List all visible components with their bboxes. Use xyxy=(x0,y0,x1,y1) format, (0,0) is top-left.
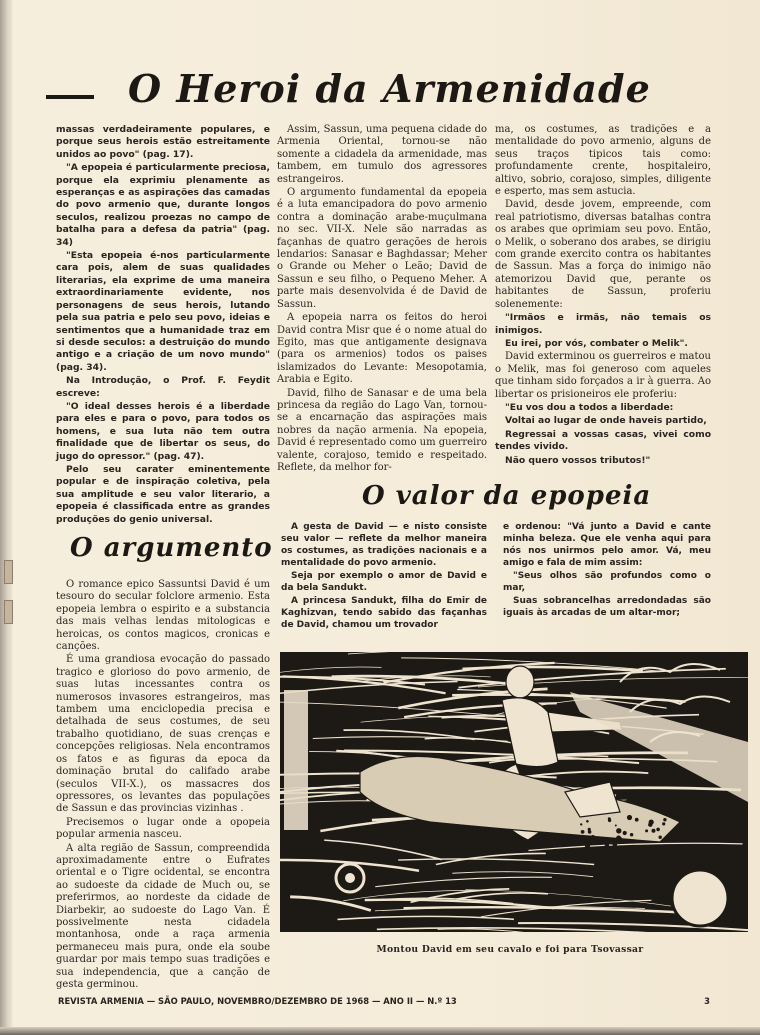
woodcut-dot xyxy=(608,819,611,822)
paragraph: Pelo seu carater eminentemente popular e de inspiração coletiva, pela sua amplitude e seu valor literario, a epopeia é classificada entre as grandes produções do genio universal. xyxy=(56,463,270,525)
argumento-column xyxy=(56,579,270,992)
article-column-3 xyxy=(495,124,711,468)
woodcut-dot xyxy=(616,836,621,841)
paragraph: A gesta de David — e nisto consiste seu valor — reflete da melhor maneira os costumes, as tradições nacionais e a mentalidade do povo armenio. xyxy=(281,522,487,569)
publication-line: REVISTA ARMENIA — SÃO PAULO, NOVEMBRO/DEZEMBRO DE 1968 — ANO II — N.º 13 xyxy=(58,996,457,1007)
paragraph: O argumento fundamental da epopeia é a luta emancipadora do povo armenio contra a dominação arabe-muçulmana no sec. VII-X. Nele são narradas as façanhas de quatro gerações de herois lendarios: Sanasar e Baghdassar; Meher o Grande ou Meher o Leão; David de Sassun e seu filho, o Pequeno Meher. A parte mais desenvolvida é de David de Sassun. xyxy=(277,187,487,310)
woodcut-dot xyxy=(612,842,617,847)
paragraph: Seja por exemplo o amor de David e da bela Sandukt. xyxy=(281,571,487,594)
woodcut-dot xyxy=(659,836,662,839)
title-dash xyxy=(46,95,94,99)
paragraph: "Seus olhos são profundos como o mar, xyxy=(503,571,711,594)
paragraph: "O ideal desses herois é a liberdade para eles e para o povo, para todos os homens, e sua luta não tem outra finalidade que de libertar os seus, do jugo do opressor." (pag. 47). xyxy=(56,400,270,462)
woodcut-dot xyxy=(623,831,627,835)
paragraph: Assim, Sassun, uma pequena cidade do Armenia Oriental, tornou-se não somente a cidadela da armenidade, mas tambem, em tumulo dos agressores estrangeiros. xyxy=(277,124,487,185)
paragraph: "Irmãos e irmãs, não temais os inimigos. xyxy=(495,312,711,336)
staple xyxy=(4,600,13,624)
paragraph: Não quero vossos tributos!" xyxy=(505,454,651,466)
paragraph: "Eu vos dou a todos a liberdade: xyxy=(505,401,674,413)
round-shield xyxy=(672,870,728,926)
spiral-center xyxy=(345,873,355,883)
woodcut-dot xyxy=(652,829,656,833)
paragraph: Suas sobrancelhas arredondadas são iguais às arcadas de um altar-mor; xyxy=(503,596,711,619)
section-heading-argumento: O argumento xyxy=(70,533,273,563)
article-column-1 xyxy=(56,124,270,527)
paragraph: Na Introdução, o Prof. F. Feydit escreve: xyxy=(56,375,270,399)
woodcut-dot xyxy=(635,818,639,822)
woodcut-dot xyxy=(586,820,589,823)
paragraph: Eu irei, por vós, combater o Melik". xyxy=(505,337,688,349)
article-column-2 xyxy=(277,124,487,475)
paragraph: "A epopeia é particularmente preciosa, porque ela exprimiu plenamente as esperanças e as aspirações das camadas do povo armenio que, durante longos seculos, realizou proezas no campo de batalha para a defesa da patria" (pag. 34) xyxy=(56,162,270,248)
woodcut-dot xyxy=(649,820,654,825)
article-header xyxy=(44,66,724,122)
woodcut-image xyxy=(280,652,748,932)
woodcut-dot xyxy=(581,830,585,834)
paragraph: A alta região de Sassun, compreendida aproximadamente entre o Eufrates oriental e o Tigre ocidental, se encontra ao sudoeste da cidade de Much ou, se preferirmos, ao nordeste da cidade de Diarbekir, ao sudoeste do Lago Van. É possivelmente nesta cidadela montanhosa, onde a raça armenia permaneceu mais pura, onde ela soube guardar por mais tempo suas tradições e sua independencia, que a canção de gesta germinou. xyxy=(56,842,270,990)
wall-panel xyxy=(284,690,308,830)
page-footer xyxy=(58,996,710,1006)
woodcut-dot xyxy=(662,822,665,825)
page-bottom-edge xyxy=(0,1027,760,1035)
woodcut-dot xyxy=(597,838,599,840)
paragraph: ma, os costumes, as tradições e a mentalidade do povo armenio, alguns de seus traços tipicos tais como: profundamente crente, hospitaleiro, altivo, sobrio, corajoso, simples, diligente e esperto, mas sem astucia. xyxy=(495,124,711,198)
paragraph: "Esta epopeia é-nos particularmente cara pois, alem de suas qualidades literarias, ela exprime de uma maneira extraordinariamente evidente, nos personagens de seus herois, lutando pela sua patria e pelo seu povo, ideias e sentimentos que a humanidade traz em si desde seculos: a destruição do mundo antigo e a criação de um novo mundo" (pag. 34). xyxy=(56,250,270,373)
paragraph: Voltai ao lugar de onde haveis partido, xyxy=(505,415,707,427)
paragraph: David exterminou os guerreiros e matou o Melik, mas foi generoso com aqueles que tinham sido forçados a ir à guerra. Ao libertar os prisioneiros ele proferiu: xyxy=(495,351,711,400)
paragraph: Precisemos o lugar onde a opopeia popular armenia nasceu. xyxy=(56,816,270,841)
paragraph: O romance epico Sassuntsi David é um tesouro do secular folclore armenio. Esta epopeia lembra o espirito e a substancia das mais velhas lendas mitologicas e heroicas, os contos magicos, cronicas e canções. xyxy=(56,579,270,653)
page-number: 3 xyxy=(704,996,710,1007)
valor-column-left xyxy=(281,521,487,632)
paragraph: massas verdadeiramente populares, e porque seus herois estão estreitamente unidos ao povo" (pag. 17). xyxy=(56,124,270,160)
woodcut-dot xyxy=(615,825,617,827)
section-heading-valor: O valor da epopeia xyxy=(362,481,652,512)
paragraph: Regressai a vossas casas, vivei como tendes vivido. xyxy=(495,428,711,453)
paragraph: David, filho de Sanasar e de uma bela princesa da região do Lago Van, tornou-se a encarnação das aspirações mais nobres da nação armenia. Na epopeia, David é representado como um guerreiro valente, corajoso, temido e respeitado. Reflete, da melhor for- xyxy=(277,387,488,473)
woodcut-dot xyxy=(585,843,590,848)
woodcut-dot xyxy=(645,829,648,832)
article-title: O Heroi da Armenidade xyxy=(128,66,651,111)
page-binding xyxy=(0,0,12,1035)
paragraph: É uma grandiosa evocação do passado tragico e glorioso do povo armenio, de suas lutas incessantes contra os numerosos invasores estrangeiros, mas tambem uma enciclopedia precisa e detalhada de seus costumes, de seu trabalho quotidiano, de suas crenças e concepções religiosas. Nela encontramos os fatos e as figuras da epoca da dominação brutal do califado arabe (seculos VII-X.), os massacres dos opressores, os levantes das populações de Sassun e das provincias vizinhas . xyxy=(56,654,270,815)
staple xyxy=(4,560,13,584)
paragraph: e ordenou: "Vá junto a David e cante minha beleza. Que ele venha aqui para nós nos unirmos pelo amor. Vá, meu amigo e fala de mim assim: xyxy=(503,522,711,569)
woodcut-dot xyxy=(630,833,633,836)
woodcut-dot xyxy=(588,830,592,834)
paragraph: A epopeia narra os feitos do heroi David contra Misr que é o nome atual do Egito, mas que antigamente designava (para os armenios) todos os paises islamizados do Levante: Mesopotamia, Arabia e Egito. xyxy=(277,312,487,386)
woodcut-dot xyxy=(591,835,596,840)
woodcut-dot xyxy=(656,828,660,832)
illustration-caption: Montou David em seu cavalo e foi para Tsovassar xyxy=(376,944,644,955)
woodcut-dot xyxy=(605,843,609,847)
woodcut-dot xyxy=(627,815,632,820)
woodcut-dot xyxy=(580,823,582,825)
woodcut-dot xyxy=(663,818,666,821)
woodcut-dot xyxy=(616,828,621,833)
paragraph: David, desde jovem, empreende, com real patriotismo, diversas batalhas contra os arabes que oprimiam seu povo. Então, o Melik, o soberano dos arabes, se dirigiu com grande exercito contra os habitantes de Sassun. Mas a força do inimigo não atemorizou David que, perante os habitantes de Sassun, proferiu solenemente: xyxy=(495,199,711,310)
paragraph: A princesa Sandukt, filha do Emir de Kaghizvan, tendo sabido das façanhas de David, chamou um trovador xyxy=(281,596,487,631)
woodcut-illustration xyxy=(280,652,748,932)
valor-column-right xyxy=(503,521,711,620)
